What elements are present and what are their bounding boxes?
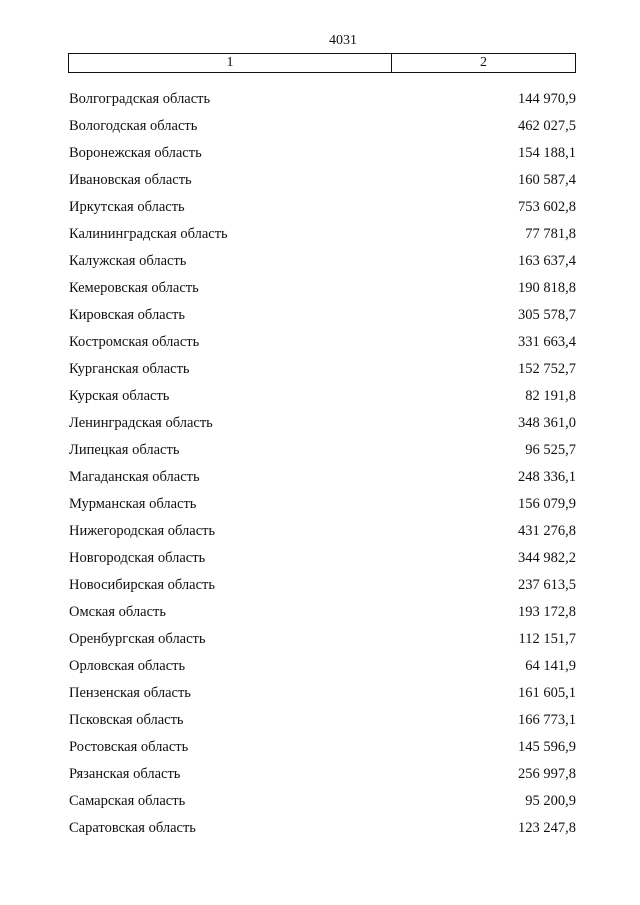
region-name: Новосибирская область <box>69 577 215 593</box>
region-name: Пензенская область <box>69 685 191 701</box>
table-row <box>69 518 576 545</box>
region-name: Омская область <box>69 604 166 620</box>
table-row <box>69 140 576 167</box>
amount-value: 96 525,7 <box>525 442 576 458</box>
table-row <box>69 491 576 518</box>
region-name: Рязанская область <box>69 766 181 782</box>
region-name: Кировская область <box>69 307 186 323</box>
table-row <box>69 194 576 221</box>
table-row <box>69 221 576 248</box>
amount-value: 160 587,4 <box>518 172 576 188</box>
table-row <box>69 167 576 194</box>
table-row <box>69 410 576 437</box>
amount-value: 166 773,1 <box>518 712 576 728</box>
amount-value: 237 613,5 <box>518 577 576 593</box>
region-name: Магаданская область <box>69 469 200 485</box>
region-name: Волгоградская область <box>69 91 211 107</box>
region-name: Нижегородская область <box>69 523 216 539</box>
amount-value: 152 752,7 <box>518 361 576 377</box>
table-row <box>69 356 576 383</box>
table-row <box>69 302 576 329</box>
table-body <box>69 86 576 842</box>
amount-value: 95 200,9 <box>525 793 576 809</box>
amount-value: 248 336,1 <box>518 469 576 485</box>
table-row <box>69 329 576 356</box>
page-number: 4031 <box>329 33 357 48</box>
amount-value: 190 818,8 <box>518 280 576 296</box>
amount-value: 305 578,7 <box>518 307 576 323</box>
amount-value: 123 247,8 <box>518 820 576 836</box>
region-name: Ивановская область <box>69 172 192 188</box>
amount-value: 77 781,8 <box>525 226 576 242</box>
table-row <box>69 545 576 572</box>
amount-value: 82 191,8 <box>525 388 576 404</box>
amount-value: 344 982,2 <box>518 550 576 566</box>
amount-value: 348 361,0 <box>518 415 576 431</box>
amount-value: 331 663,4 <box>518 334 576 350</box>
amount-value: 431 276,8 <box>518 523 576 539</box>
region-name: Вологодская область <box>69 118 198 134</box>
region-name: Оренбургская область <box>69 631 206 647</box>
table-row <box>69 113 576 140</box>
region-name: Воронежская область <box>69 145 202 161</box>
table-row <box>69 599 576 626</box>
amount-value: 163 637,4 <box>518 253 576 269</box>
amount-value: 256 997,8 <box>518 766 576 782</box>
amount-value: 193 172,8 <box>518 604 576 620</box>
table-row <box>69 383 576 410</box>
table-row <box>69 788 576 815</box>
amount-value: 112 151,7 <box>518 631 576 647</box>
region-name: Липецкая область <box>69 442 180 458</box>
region-name: Орловская область <box>69 658 186 674</box>
region-name: Мурманская область <box>69 496 197 512</box>
table-row <box>69 275 576 302</box>
table-row <box>69 653 576 680</box>
amount-value: 64 141,9 <box>525 658 576 674</box>
amount-value: 154 188,1 <box>518 145 576 161</box>
table-row <box>69 86 576 113</box>
amount-value: 462 027,5 <box>518 118 576 134</box>
table-row <box>69 572 576 599</box>
region-name: Курганская область <box>69 361 190 377</box>
region-name: Самарская область <box>69 793 186 809</box>
table-row <box>69 680 576 707</box>
amount-value: 753 602,8 <box>518 199 576 215</box>
table-row <box>69 761 576 788</box>
table-row <box>69 437 576 464</box>
region-name: Кемеровская область <box>69 280 199 296</box>
table-row <box>69 626 576 653</box>
amount-value: 156 079,9 <box>518 496 576 512</box>
amount-value: 161 605,1 <box>518 685 576 701</box>
column-header-2: 2 <box>480 55 487 70</box>
region-name: Новгородская область <box>69 550 206 566</box>
region-name: Иркутская область <box>69 199 185 215</box>
region-name: Курская область <box>69 388 170 404</box>
table-header <box>68 53 576 73</box>
amount-value: 144 970,9 <box>518 91 576 107</box>
region-name: Калининградская область <box>69 226 228 242</box>
amount-value: 145 596,9 <box>518 739 576 755</box>
table-row <box>69 734 576 761</box>
region-name: Ленинградская область <box>69 415 213 431</box>
table-row <box>69 707 576 734</box>
region-name: Псковская область <box>69 712 184 728</box>
region-name: Костромская область <box>69 334 200 350</box>
table-row <box>69 464 576 491</box>
region-name: Калужская область <box>69 253 187 269</box>
table-row <box>69 248 576 275</box>
region-name: Саратовская область <box>69 820 196 836</box>
region-name: Ростовская область <box>69 739 189 755</box>
column-header-1: 1 <box>69 54 392 72</box>
table-row <box>69 815 576 842</box>
